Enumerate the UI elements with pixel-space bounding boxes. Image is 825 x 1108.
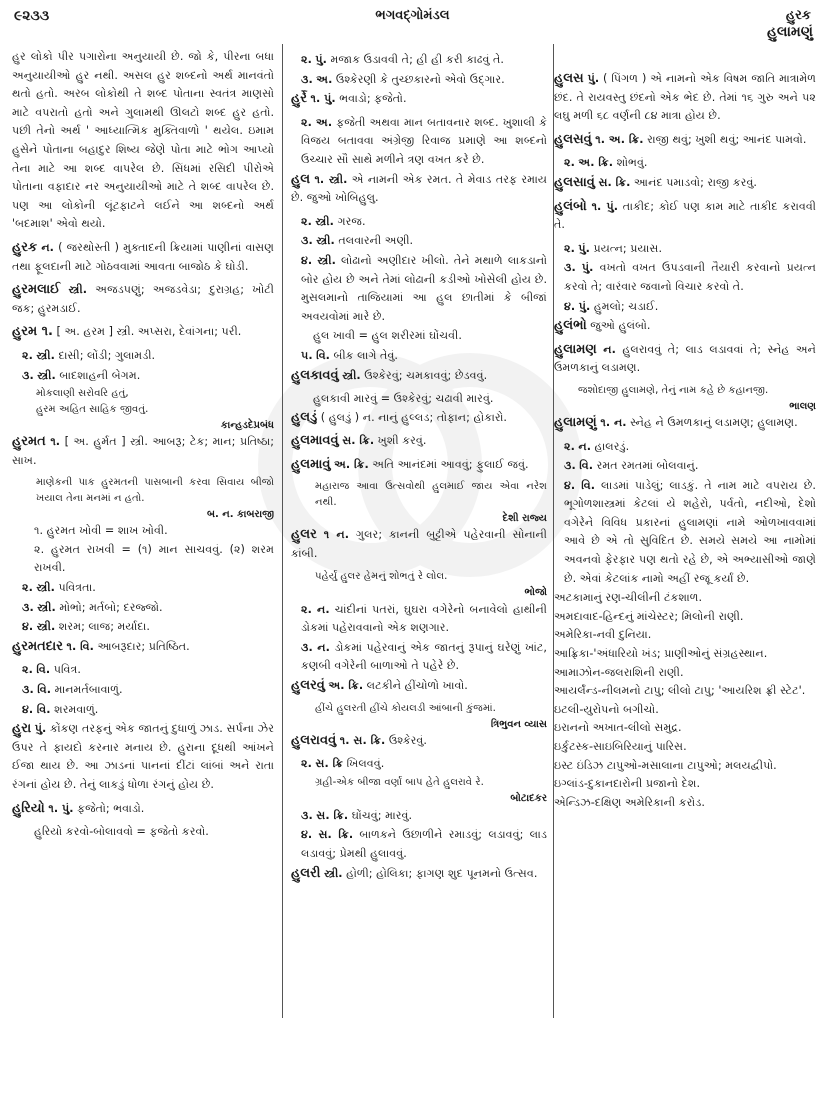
sense-number: ૪. [301, 253, 313, 267]
headword: હુરમ ૧. [12, 324, 53, 340]
grammar-label: સ્ત્રી. [316, 234, 335, 248]
definition: સ્નેહ ને ઉમળકાનું લડામણ; હુલામણ. [630, 415, 798, 429]
sense-number: ૪. [564, 299, 576, 313]
headword: હુલામણ [554, 341, 597, 357]
definition: ઉશ્કેરણી કે તુચ્છકારનો એવો ઉદ્ગાર. [335, 72, 505, 86]
nickname-item: એન્ડિઝ-દક્ષિણ અમેરિકાની કરોડ. [554, 795, 705, 809]
headword: હુલસ [554, 71, 584, 86]
definition: દાસી; લોંડી; ગુલામડી. [58, 348, 156, 362]
grammar-label: ન. [603, 342, 616, 356]
definition: બીક લાગે તેવું. [333, 348, 398, 362]
definition: ચાંદીનાં પતરાં, ઘુઘરા વગેરેનો બનાવેલો હાથીની ડોકમાં પહેરાવવાનો એક શણગાર. [301, 602, 548, 635]
definition: [ અ. હુર્મત ] સ્ત્રી. આબરૂ; ટેક; માન; પ્રતિષ્ઠા; સાખ. [12, 435, 274, 467]
citation-line: પહેર્યું હુલર હેમનું શોભતું રે લોલ. [315, 570, 448, 582]
grammar-label: અ. [316, 115, 333, 129]
headword: હુલંભો [554, 318, 587, 334]
definition: રમત રમતમાં બોલવાનું. [596, 459, 699, 473]
grammar-label: સ્ત્રી. [36, 620, 56, 634]
definition: ખિલવવું. [346, 757, 385, 771]
definition: આનંદ પમાડવો; રાજી કરવું. [633, 175, 757, 189]
definition: હાલરડું. [594, 439, 630, 453]
grammar-label: પું. [578, 299, 591, 313]
definition: ખુશી કરવું. [377, 434, 427, 448]
sense-number: ૨. [564, 241, 575, 255]
nickname-item: અમદાવાદ-હિન્દનું માંચેસ્ટર; મિલોની રાણી. [554, 609, 744, 623]
citation-source: બોટાદકર [510, 792, 547, 804]
sense-number: ૩. [301, 640, 313, 654]
nickname-item: અમેરિકા-નવી દુનિયા. [554, 628, 652, 642]
definition: લટકીને હીંચોળો ખાવો. [366, 679, 468, 693]
citation-line: હુરમ અહિત સાહિક જીવતું. [36, 404, 149, 416]
headword: હુલરી [291, 865, 321, 881]
headword: હુર્રે [291, 91, 307, 107]
nickname-item: આફ્રિકા-'અંધારિયો ખંડ; પ્રાણીઓનું સંગ્રહસ્થાન. [554, 647, 768, 661]
definition: માનમર્તબાવાળું. [54, 683, 123, 697]
dictionary-entry [554, 131, 816, 150]
grammar-label: ૧. સ. ક્રિ. [339, 733, 386, 747]
grammar-label: અ. ક્રિ. [578, 156, 614, 170]
definition: મજાક ઉડાવવી તે; હી હી કરી કાઢવું તે. [330, 53, 504, 66]
grammar-label: સ્ત્રી. [37, 600, 56, 614]
headword: હુલડું [291, 409, 318, 425]
sense-number: ૩. [301, 72, 313, 86]
citation-line: ગ્રહી-એક બીજા વર્ણાં બાપ હેતે હુલરાવે રે. [315, 776, 484, 788]
sense-item [554, 457, 816, 476]
grammar-label: વિ. [316, 348, 330, 362]
definition: બાળકને ઉછાળીને રમાડવું; લડાવવું; લાડ લડાવવું; પ્રેમથી હુલાવવું. [301, 828, 548, 860]
right-entries [554, 70, 816, 588]
headword: હુલ [291, 171, 311, 187]
grammar-label: ન. [317, 602, 330, 616]
definition: શોભવું. [616, 156, 648, 170]
sense-number: ૩. [22, 600, 34, 614]
grammar-label: ૧. વિ. [66, 639, 94, 653]
grammar-label: સ્ત્રી. [315, 214, 334, 228]
headword: હુલમાવવું [291, 433, 339, 449]
sense-number: ૪. [22, 702, 34, 716]
dictionary-entry [291, 171, 547, 208]
sense-number: ૨. [22, 663, 33, 677]
citation-line: મહારાજ આવા ઉત્સવોથી હુલમાઈ જાય એવા નરેશ નથી. [315, 481, 547, 509]
idiom-line: ૨. હુરમત રાખવી = (૧) માન સાચવવું. (૨) શરમ રાખવી. [34, 542, 274, 575]
sense-item [291, 252, 547, 326]
citation-source: બ. ન. કાબરાજી [206, 509, 274, 521]
definition: [ અ. હરમ ] સ્ત્રી. અપ્સરા, દેવાંગના; પરી. [56, 325, 242, 339]
sense-number: ૪. [301, 828, 313, 842]
sense-item [12, 701, 274, 720]
idiom-line: ૧. હુરમત ખોવી = શાખ ખોવી. [34, 524, 168, 538]
grammar-label: ૧. પું. [310, 92, 336, 106]
sense-item [554, 438, 816, 457]
grammar-label: સ. ક્રિ. [598, 175, 631, 189]
sense-number: ૩. [301, 808, 313, 822]
dictionary-entry [12, 239, 274, 276]
dictionary-entry [291, 90, 547, 109]
definition: જુઓ હુલંબો. [590, 319, 651, 333]
grammar-label: વિ. [581, 478, 595, 492]
sense-number: ૩. [564, 261, 576, 275]
sense-number: ૨. [564, 156, 575, 170]
citation-source: દેશી રાજ્ય [502, 513, 547, 525]
sense-item [291, 755, 547, 774]
sense-number: ૨. [301, 53, 312, 66]
definition: ફજેતો; ભવાડો. [77, 801, 145, 815]
sense-item [12, 661, 274, 680]
sense-item [12, 599, 274, 618]
sense-number: ૫. [301, 348, 313, 362]
grammar-label: ન. [578, 439, 591, 453]
sense-item [554, 477, 816, 589]
headword: હુલરાવવું [291, 732, 337, 748]
headword: હુરમતદાર [12, 638, 63, 654]
grammar-label: સ. ક્રિ [315, 757, 344, 771]
sense-number: ૨. [564, 439, 575, 453]
sense-number: ૪. [22, 620, 34, 634]
grammar-label: ૧. સ્ત્રી. [314, 172, 348, 186]
definition: આબરૂદાર; પ્રતિષ્ઠિત. [97, 639, 190, 653]
running-title: ભગવદ્ગોમંડલ [375, 8, 450, 23]
sense-item [554, 154, 816, 173]
nickname-item: અટકામાનું રણ-ચીલીની ટંકશાળ. [554, 591, 703, 605]
grammar-label: પું. [315, 53, 327, 66]
grammar-label: વિ. [37, 683, 52, 697]
nickname-item: આમાઝોન-જલરાશિની રાણી. [554, 665, 684, 679]
headword: હુરા [12, 721, 32, 737]
dictionary-entry [554, 317, 816, 336]
definition: શરમ; લાજ; મર્યાદા. [58, 620, 150, 634]
definition: ગરજ. [337, 214, 366, 228]
definition: ડોકમાં પહેરવાનું એક જાતનું રૂપાનું ઘરેણું ખાંટ, કણબી વગેરેની બાળાઓ તે પહેરે છે. [301, 640, 547, 673]
definition: કોંકણ તરફનું એક જાતનું દુધાળું ઝાડ. સર્પના ઝેર ઉપર તે ફાયદો કરનાર મનાય છે. હુરાના દૂધથી આંખને ઈજા થાય છે. આ ઝાડનાં પાનનાં દીંટાં લાંબાં અને રાતા રંગનાં હોય છે. તેનું લાકડું ધોળા રંગનું હોય છે. [12, 722, 274, 791]
dictionary-entry [291, 432, 547, 451]
grammar-label: પું. [581, 261, 594, 275]
sense-number: ૩. [22, 368, 34, 382]
sense-item [291, 114, 547, 170]
citation-source: ભાલણ [789, 400, 816, 412]
definition: રાજી થવું; ખુશી થવું; આનંદ પામવો. [647, 132, 807, 146]
headword: હુલંબો [554, 198, 587, 214]
dictionary-entry [12, 281, 274, 318]
sense-item [291, 826, 547, 863]
headword: હુરક [12, 239, 38, 255]
citation-source: કાન્હડદેપ્રબંધ [220, 420, 274, 432]
grammar-label: ૧. પું. [591, 199, 618, 213]
grammar-label: અ. ક્રિ. [334, 457, 369, 471]
definition: ઉશ્કેરવું. [388, 733, 427, 747]
sense-number: ૪. [564, 478, 576, 492]
definition: પવિત્ર. [53, 663, 81, 677]
grammar-label: ન. [41, 240, 54, 254]
definition: વખતો વખત ઉપડવાની તૈયારી કરવાનો પ્રયત્ન કરવો તે; વારંવાર જવાનો વિચાર કરવો તે. [564, 261, 817, 293]
grammar-label: સ્ત્રી. [342, 368, 361, 382]
nickname-item: ઇગ્લાંડ-દુકાનદારોની પ્રજાનો દેશ. [554, 777, 701, 791]
sense-number: ૨. [22, 348, 33, 362]
citation-line: જશોદાજી હુલામણે, તેનું નામ કહે છે કહાનજી. [578, 384, 769, 396]
dictionary-entry [554, 70, 816, 126]
dictionary-entry [291, 526, 547, 563]
grammar-label: ૧. ન. [600, 415, 627, 429]
definition: હોળી; હોલિકા; ફાગણ શુદ પૂનમનો ઉત્સવ. [346, 866, 538, 880]
citation-line: માણેકની પાક હુરમતની પાસબાની કરવા સિવાય બીજો ખયાલ તેના મનમાં ન હતો. [36, 477, 274, 505]
dictionary-entry [554, 174, 816, 193]
sense-item [291, 601, 547, 638]
sense-number: ૨. [301, 602, 312, 616]
definition: ( જરથોસ્તી ) મુક્તાદની ક્રિયામાં પાણીનાં વાસણ તથા ફૂલદાની માટે ગોઠવવામાં આવતા બાજોઠ કે ઘોડી. [12, 240, 275, 273]
grammar-label: સ. ક્રિ. [318, 828, 354, 842]
definition: ઉશ્કેરવું; ચમકાવવું; છેડવવું. [364, 368, 488, 382]
grammar-label: સ્ત્રી. [317, 253, 336, 267]
grammar-label: પું. [587, 72, 600, 85]
sense-item [291, 807, 547, 826]
dictionary-entry [554, 414, 816, 433]
grammar-label: સ્ત્રી. [37, 368, 56, 382]
headword: હુલમાવું [291, 456, 331, 472]
dictionary-entry [291, 865, 547, 884]
sense-number: ૩. [564, 459, 576, 473]
sense-item [291, 71, 547, 90]
definition: અતિ આનંદમાં આવવું; ફુલાઈ જવું. [372, 457, 529, 471]
sense-item [554, 259, 816, 296]
headword: હુલસાવું [554, 174, 595, 190]
definition: હુલરાવવું તે; લાડ લડાવવાં તે; સ્નેહ અને ઉમળકાનું લડામણ. [554, 342, 817, 375]
sense-item [554, 298, 816, 317]
sense-item [291, 347, 547, 366]
definition: તલવારની અણી. [338, 234, 414, 248]
column-middle [282, 44, 554, 1018]
citation-source: ત્રિભુવન વ્યાસ [490, 718, 547, 730]
grammar-label: સ. ક્રિ. [342, 434, 375, 448]
definition: અજડપણું; અજડવેડા; દુરાગ્રહ; ખોટી જક; હુરમડાઈ. [12, 283, 274, 315]
grammar-label: સ્ત્રી. [68, 283, 87, 297]
sense-number: ૩. [301, 234, 313, 248]
definition: તાકીદ; કોઈ પણ કામ માટે તાકીદ કરાવવી તે. [554, 199, 816, 232]
grammar-label: અ. [316, 72, 333, 86]
headword: હુલકાવવું [291, 367, 339, 383]
grammar-label: સ્ત્રી. [36, 348, 55, 362]
dictionary-entry [12, 323, 274, 342]
grammar-label: સ્ત્રી. [36, 581, 55, 595]
nickname-item: ઇટલી-યુરોપનો બગીચો. [554, 702, 659, 716]
definition: પ્રયત્ન; પ્રયાસ. [593, 241, 663, 255]
continuation-text: હુર લોકો પીર પગારોના અનુયાયી છે. જો કે, પીરના બધા અનુયાયીઓ હુર નથી. અસલ હુર શબ્દનો અર્થ માનવંતો થતો હતો. અરબ લોકોથી તે શબ્દ પોતાના સ્વતંત્ર માણસો માટે વપરાતો હતો અને ગુલામથી ઊલટો શબ્દ હુર હતો. પછી તેનો અર્થ ' આધ્યાત્મિક મુક્તિવાળો ' થયેલ. ઇમામ હુસેને પોતાના બહાદુર શિષ્ય જેણે પોતા માટે ભોગ આપ્યો તેના માટે આ શબ્દ વાપરેલ છે. સિંધમાં રસિદી પીરોએ પોતાના વફાદાર નર અનુયાયીઓ માટે તે શબ્દ વાપરેલ છે. પણ આ લોકોની લૂંટફાટને લઈને આ શબ્દનો અર્થ 'બદમાશ' એવો થયો. [12, 50, 274, 231]
sense-item [291, 639, 547, 676]
headword: હુરિયો [12, 800, 45, 816]
dictionary-entry [554, 198, 816, 235]
dictionary-entry [554, 341, 816, 378]
dictionary-entry [291, 732, 547, 751]
headword: હુલર [291, 527, 317, 543]
middle-entries [291, 51, 547, 883]
sense-item [12, 618, 274, 637]
sense-number: ૨. [301, 757, 312, 771]
grammar-label: પું. [34, 722, 47, 736]
sense-item [12, 579, 274, 598]
grammar-label: ૧ ન. [323, 528, 350, 542]
citation-line: હીંચે હુલરતી હીંચે કોયલડી આંબાની કુંજમાં. [315, 702, 496, 714]
page-number: ૯૨૩૩ [14, 8, 50, 24]
nickname-item: ઇરાનનો અખાત-લીલો સમુદ્ર. [554, 721, 682, 735]
grammar-label: સ. ક્રિ. [316, 808, 349, 822]
headword: હુરમત [12, 434, 46, 450]
grammar-label: ૧. પું. [48, 801, 74, 815]
citation-line: મોકલાણી સરોવરિ હતું, [36, 388, 129, 400]
grammar-label: પું. [578, 241, 590, 255]
grammar-label: સ્ત્રી. [324, 866, 343, 880]
sense-item [554, 240, 816, 259]
dictionary-entry [12, 720, 274, 794]
nickname-list [554, 589, 816, 812]
grammar-label: ૧. [50, 435, 61, 449]
sense-item [291, 51, 547, 70]
definition: ઘોંચવું; મારવું. [351, 808, 413, 822]
headword: હુલસવું [554, 131, 592, 147]
dictionary-entry [291, 367, 547, 386]
column-right [554, 44, 816, 1100]
sense-item [291, 232, 547, 251]
guide-word-first: હુરક [785, 8, 811, 23]
dictionary-entry [291, 409, 547, 428]
definition: એ નામની એક રમત. તે મેવાડ તરફ રમાય છે. જુઓ ખોબિહુલુ. [291, 172, 547, 205]
dictionary-entry [12, 638, 274, 657]
headword: હુલામણું [554, 414, 597, 430]
definition: મોભો; મર્તબો; દરજ્જો. [59, 600, 163, 614]
nickname-item: આયર્લૅન્ડ-નીલમનો ટાપુ; લીલો ટાપુ; 'આયરિશ ફ્રી સ્ટેટ'. [554, 684, 806, 698]
definition: ગુલર; કાનની બુટ્ટીએ પહેરવાની સોનાની કાંબી. [291, 528, 547, 561]
citation-source: ભોજો [524, 586, 547, 598]
sense-item [12, 681, 274, 700]
sense-number: ૨. [301, 115, 312, 129]
grammar-label: વિ. [36, 702, 51, 716]
idiom-line: હુલકાવી મારવું = ઉશ્કેરવું; ચઢાવી મારવું. [313, 392, 494, 406]
idiom-line: હુરિયો કરવો-બોલાવવો = ફજેતો કરવો. [34, 825, 209, 839]
column-left [12, 44, 274, 1100]
definition: લોઢાનો અણીદાર ખીલો. તેને મથાળે લાકડાનો બોર હોય છે અને તેમાં લોઢાની કડીઓ ખોસેલી હોય છે. મુસલમાનો તાજિયામાં આ હુલ છાતીમાં કે બીજાં અવયવોમાં મારે છે. [301, 253, 547, 323]
definition: ( પિંગળ ) એ નામનો એક વિષમ જાતિ માત્રામેળ છંદ. તે રાયવસ્તુ છંદનો એક ભેદ છે. તેમાં ૧૬ ગુરુ અને ૫૨ લઘુ મળી ૬૮ વર્ણની ૮૪ માત્રા હોય છે. [554, 72, 816, 123]
grammar-label: ૧. અ. ક્રિ. [595, 132, 644, 146]
grammar-label: વિ. [579, 459, 594, 473]
idiom-line: હુલ ખાવી = હુલ શરીરમાં ઘોંચવી. [313, 329, 462, 343]
dictionary-entry [291, 456, 547, 475]
dictionary-entry [12, 433, 274, 470]
sense-item [291, 213, 547, 232]
left-entries [12, 239, 274, 842]
grammar-label: વિ. [36, 663, 51, 677]
sense-number: ૩. [22, 683, 34, 697]
grammar-label: ન. [317, 640, 330, 654]
nickname-item: ઇર્કુટસ્ક-સાઇબિરિયાનું પારિસ. [554, 740, 687, 753]
sense-item [12, 367, 274, 386]
dictionary-entry [12, 800, 274, 819]
headword: હુરમલાઈ [12, 282, 61, 298]
definition: શરમવાળું. [54, 702, 99, 716]
sense-number: ૨. [301, 214, 312, 228]
nickname-item: ઇસ્ટ ઇંડિઝ ટાપુઓ-મસાલાના ટાપુઓ; મલયદ્વીપો. [554, 758, 777, 772]
grammar-label: અ. ક્રિ. [328, 679, 364, 693]
guide-word-last: હુલામણું [766, 24, 813, 40]
definition: બાદશાહની બેગમ. [59, 368, 141, 382]
definition: ( હુલડું ) ન. નાનું હુલ્લડ; તોફાન; હોકારો. [320, 410, 507, 424]
sense-item [12, 347, 274, 366]
definition: ભવાડો; ફજેતો. [339, 92, 407, 106]
definition: પવિત્રતા. [58, 581, 96, 595]
sense-number: ૨. [22, 581, 33, 595]
page-header [0, 0, 825, 40]
definition: ફજેતી અથવા માન બતાવનાર શબ્દ. ખુશાલી કે વિજય બતાવવા અંગ્રેજી રિવાજ પ્રમાણે આ શબ્દનો ઉચ્ચાર સૌ સાથે મળીને ત્રણ વખત કરે છે. [301, 115, 547, 166]
definition: હુમલો; ચડાઈ. [593, 299, 659, 313]
definition: લાડમાં પાડેલું; લાડકું. તે નામ માટે વપરાય છે. ભૂગોળશાસ્ત્રમાં કેટલાં યે શહેરો, પર્વતો, નદીઓ, દેશો વગેરેને વિવિધ પ્રકારનાં હુલામણાં નામે ઓળખાવવામાં આવે છે એ તો સુવિદિત છે. સમયે સમયે આ નામોમાં અવનવો ફેરફાર પણ થતો રહે છે, એ અભ્યાસીઓ જાણે છે. એવાં કેટલાંક નામો અહીં રજૂ કર્યાં છે. [564, 478, 816, 585]
headword: હુલરવું [291, 678, 325, 694]
dictionary-entry [291, 677, 547, 696]
